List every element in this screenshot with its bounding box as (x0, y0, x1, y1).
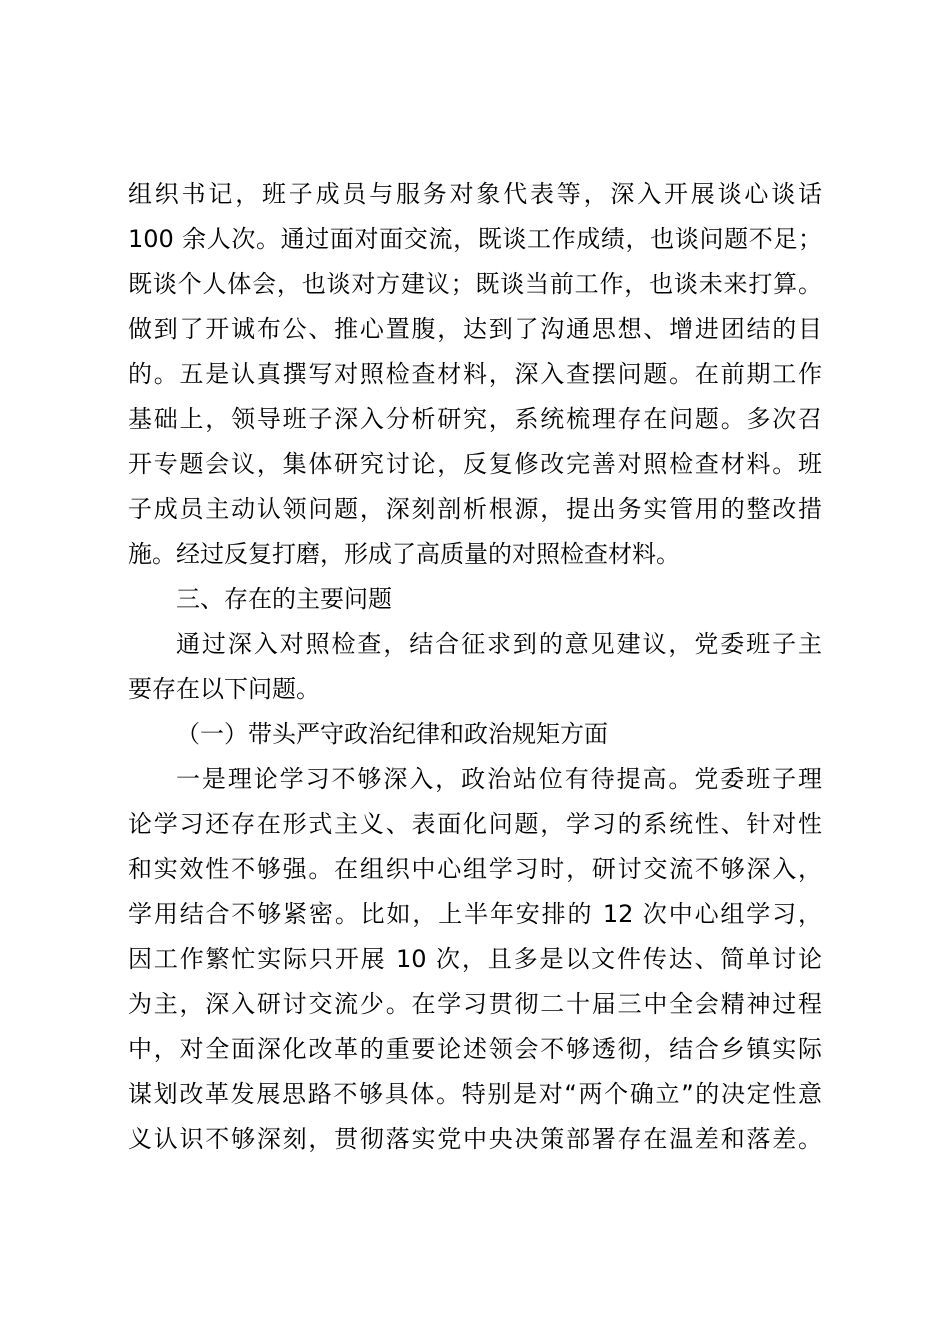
text-line-16: 和实效性不够强。在组织中心组学习时，研讨交流不够深入， (128, 855, 822, 883)
text-line-9: 施。经过反复打磨，形成了高质量的对照检查材料。 (128, 540, 680, 568)
subsection-heading: （一）带头严守政治纪律和政治规矩方面 (176, 720, 608, 748)
text-line-20: 中，对全面深化改革的重要论述领会不够透彻，结合乡镇实际 (128, 1035, 822, 1063)
text-line-15: 论学习还存在形式主义、表面化问题，学习的系统性、针对性 (128, 810, 822, 838)
text-line-22: 义认识不够深刻，贯彻落实党中央决策部署存在温差和落差。 (128, 1125, 822, 1153)
text-line-2: 100 余人次。通过面对面交流，既谈工作成绩，也谈问题不足； (128, 225, 822, 253)
text-line-5: 的。五是认真撰写对照检查材料，深入查摆问题。在前期工作 (128, 360, 822, 388)
text-line-7: 开专题会议，集体研究讨论，反复修改完善对照检查材料。班 (128, 450, 822, 478)
text-line-11: 通过深入对照检查，结合征求到的意见建议，党委班子主 (176, 630, 822, 658)
text-line-3: 既谈个人体会，也谈对方建议；既谈当前工作，也谈未来打算。 (128, 270, 822, 298)
text-line-12: 要存在以下问题。 (128, 675, 320, 703)
text-line-21: 谋划改革发展思路不够具体。特别是对“两个确立”的决定性意 (128, 1080, 822, 1108)
text-line-6: 基础上，领导班子深入分析研究，系统梳理存在问题。多次召 (128, 405, 822, 433)
text-line-1: 组织书记，班子成员与服务对象代表等，深入开展谈心谈话 (128, 180, 822, 208)
text-line-8: 子成员主动认领问题，深刻剖析根源，提出务实管用的整改措 (128, 495, 822, 523)
section-heading: 三、存在的主要问题 (176, 585, 392, 613)
text-line-14: 一是理论学习不够深入，政治站位有待提高。党委班子理 (176, 765, 822, 793)
text-line-17: 学用结合不够紧密。比如，上半年安排的 12 次中心组学习， (128, 900, 822, 928)
text-line-18: 因工作繁忙实际只开展 10 次，且多是以文件传达、简单讨论 (128, 945, 822, 973)
text-line-19: 为主，深入研讨交流少。在学习贯彻二十届三中全会精神过程 (128, 990, 822, 1018)
body-text (128, 172, 822, 1162)
text-line-4: 做到了开诚布公、推心置腹，达到了沟通思想、增进团结的目 (128, 315, 822, 343)
